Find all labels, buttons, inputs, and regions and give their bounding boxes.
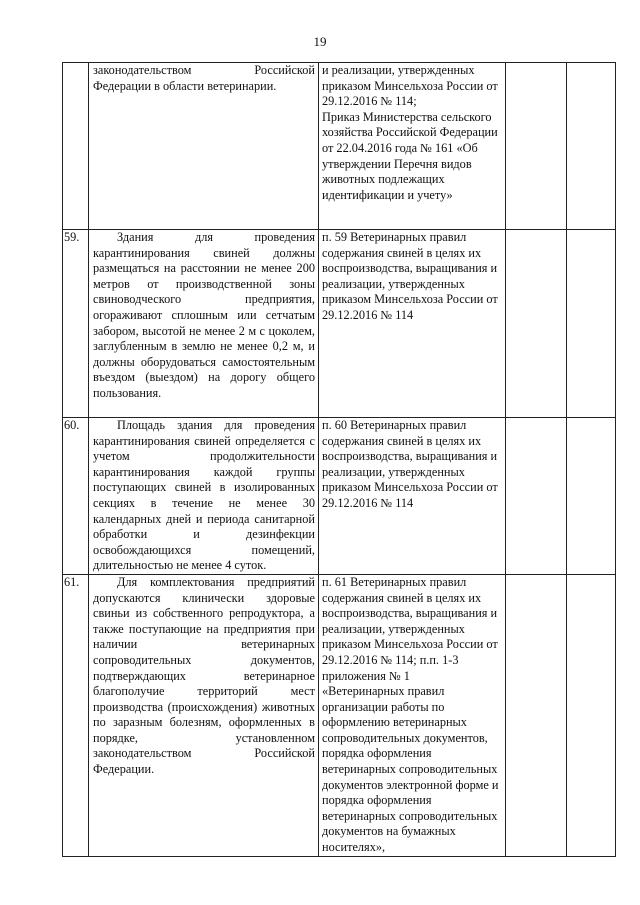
empty-cell [506, 63, 567, 230]
row-number: 59. [63, 230, 89, 418]
legal-source-text [319, 63, 506, 230]
row-number: 60. [63, 418, 89, 575]
requirement-text: Здания для проведения карантинирования свиней должны размещаться на расстоянии не менее 200 метров от производственной зоны свиноводческого предприятия, огораживают сплошным или сетчатым забором, высотой не менее 2 м с цоколем, заглубленным в землю не менее 0,2 м, и должны оборудоваться самостоятельным въездом (выездом) на дорогу общего пользования. [89, 230, 319, 418]
legal-source-part: п. 61 Ветеринарных правил содержания свиней в целях их воспроизводства, выращивания и реализации, утвержденных приказом Минсельхоза России от 29.12.2016 № 114; п.п. 1-3 приложения № 1 [322, 574, 498, 683]
requirements-table [62, 62, 616, 857]
legal-source-text [319, 574, 506, 856]
empty-cell [567, 230, 616, 418]
row-number: 61. [63, 574, 89, 856]
empty-cell [567, 574, 616, 856]
table-row [63, 63, 616, 230]
legal-source-part: Приказ Министерства сельского хозяйства Российской Федерации от 22.04.2016 года № 161 «Об утверждении Перечня видов животных подлежащих идентификации и учету» [322, 109, 498, 202]
row-number [63, 63, 89, 230]
empty-cell [567, 418, 616, 575]
legal-source-text: п. 59 Ветеринарных правил содержания свиней в целях их воспроизводства, выращивания и реализации, утвержденных приказом Минсельхоза России от 29.12.2016 № 114 [319, 230, 506, 418]
legal-source-part: «Ветеринарных правил организации работы по оформлению ветеринарных сопроводительных документов, порядка оформления ветеринарных сопроводительных документов электронной форме и порядка оформления ветеринарных сопроводительных документов на бумажных носителях», [322, 684, 499, 855]
requirement-text: законодательством Российской Федерации в области ветеринарии. [89, 63, 319, 230]
page-number: 19 [313, 34, 327, 49]
table-row [63, 418, 616, 575]
empty-cell [506, 418, 567, 575]
table-row [63, 230, 616, 418]
empty-cell [506, 574, 567, 856]
empty-cell [506, 230, 567, 418]
empty-cell [567, 63, 616, 230]
legal-source-part: и реализации, утвержденных приказом Минсельхоза России от 29.12.2016 № 114; [322, 63, 498, 109]
legal-source-text: п. 60 Ветеринарных правил содержания свиней в целях их воспроизводства, выращивания и реализации, утвержденных приказом Минсельхоза России от 29.12.2016 № 114 [319, 418, 506, 575]
requirement-text: Для комплектования предприятий допускаются клинически здоровые свиньи из собственного репродуктора, а также поступающие на предприятия при наличии ветеринарных сопроводительных документов, подтверждающих ветеринарное благополучие территорий мест производства (происхождения) животных по заразным болезням, оформленных в порядке, установленном законодательством Российской Федерации. [89, 574, 319, 856]
table-row [63, 574, 616, 856]
requirement-text: Площадь здания для проведения карантинирования свиней определяется с учетом продолжительности карантинирования каждой группы поступающих свиней в изолированных секциях в течение не менее 30 календарных дней и периода санитарной обработки и дезинфекции освобождающихся помещений, длительностью не менее 4 суток. [89, 418, 319, 575]
